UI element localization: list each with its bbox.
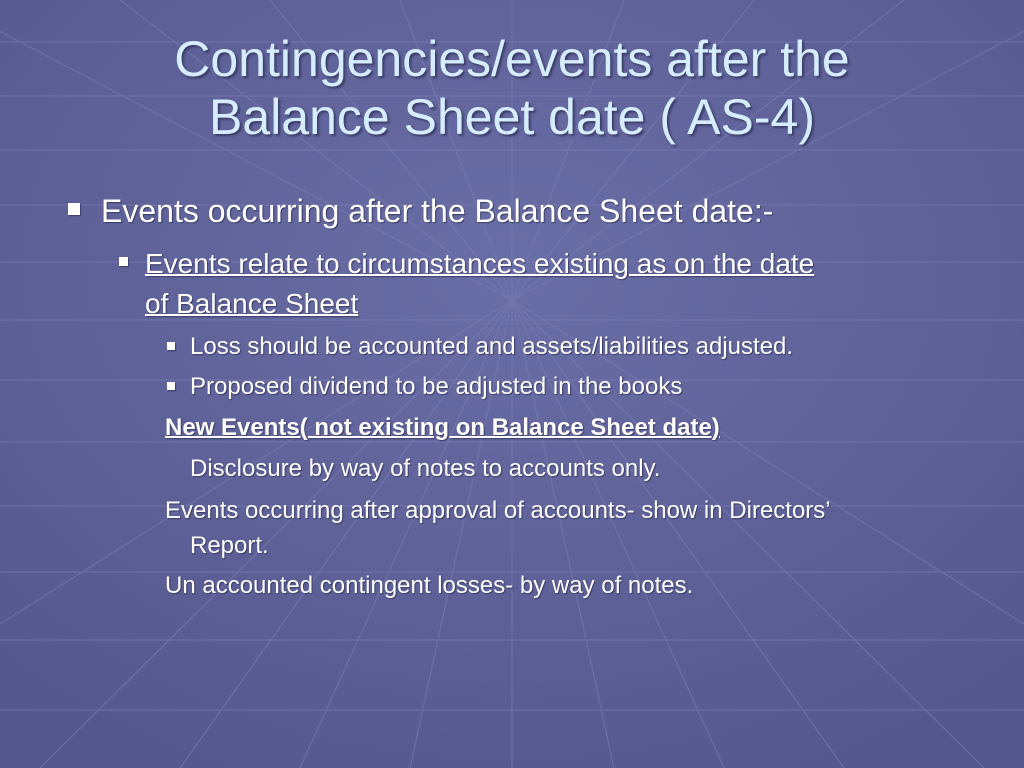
- level1-bullet-text: Events occurring after the Balance Sheet date:-: [101, 193, 774, 229]
- level2-bullet-text-line-2: of Balance Sheet: [145, 288, 359, 319]
- approval-text-line-2: Report.: [190, 532, 269, 559]
- level2-bullet-icon: [119, 257, 128, 266]
- approval-text-line-1: Events occurring after approval of accounts- show in Directors’: [165, 497, 831, 524]
- new-events-heading: New Events( not existing on Balance Sheet date): [165, 414, 720, 441]
- level2-bullet-text-line-1: Events relate to circumstances existing as on the date: [145, 248, 815, 279]
- level1-bullet-icon: [68, 203, 80, 215]
- level3-bullet-icon: [167, 342, 175, 350]
- slide-title-line-1: Contingencies/events after the: [174, 31, 850, 87]
- disclosure-text: Disclosure by way of notes to accounts only.: [190, 455, 661, 482]
- level3-item-loss: Loss should be accounted and assets/liabilities adjusted.: [190, 333, 794, 360]
- level3-item-dividend: Proposed dividend to be adjusted in the books: [190, 373, 683, 400]
- unaccounted-losses-text: Un accounted contingent losses- by way of notes.: [165, 572, 694, 599]
- level3-bullet-icon: [167, 382, 175, 390]
- slide-title-line-2: Balance Sheet date ( AS-4): [209, 89, 815, 145]
